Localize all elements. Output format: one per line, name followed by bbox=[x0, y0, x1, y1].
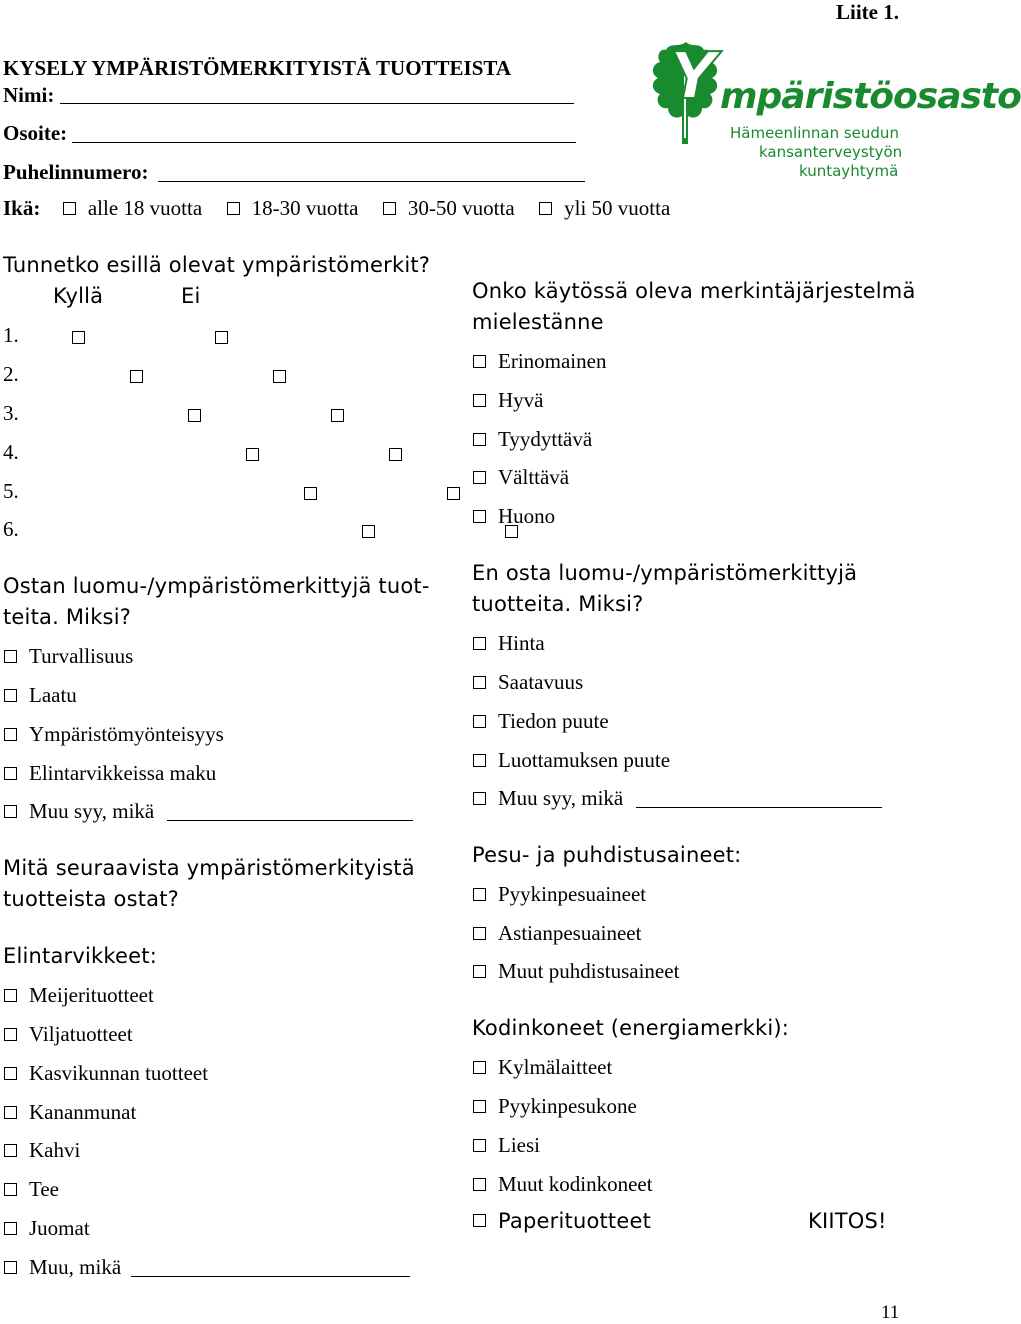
not-buy-why-checkbox[interactable] bbox=[473, 676, 486, 689]
food-checkbox[interactable] bbox=[4, 1106, 17, 1119]
recognize-number: 3. bbox=[3, 401, 19, 425]
paper-products-checkbox[interactable] bbox=[473, 1214, 486, 1227]
detergents-checkbox[interactable] bbox=[473, 927, 486, 940]
rating-option-label: Hyvä bbox=[498, 388, 544, 412]
not-buy-why-question-line-2: tuotteita. Miksi? bbox=[472, 592, 644, 616]
recognize-row-6 bbox=[3, 517, 19, 542]
detergents-heading: Pesu- ja puhdistusaineet: bbox=[472, 843, 742, 867]
detergents-option-other[interactable] bbox=[473, 959, 679, 984]
buy-why-label: Laatu bbox=[29, 683, 77, 707]
food-checkbox[interactable] bbox=[4, 1028, 17, 1041]
food-label: Juomat bbox=[29, 1216, 90, 1240]
buy-why-checkbox[interactable] bbox=[4, 767, 17, 780]
rating-option-passable[interactable] bbox=[473, 465, 569, 490]
food-checkbox[interactable] bbox=[4, 989, 17, 1002]
detergents-checkbox[interactable] bbox=[473, 965, 486, 978]
recognize-no-checkbox-4[interactable] bbox=[389, 448, 402, 461]
rating-option-satisfactory[interactable] bbox=[473, 427, 592, 452]
recognize-yes-checkbox-5[interactable] bbox=[304, 487, 317, 500]
recognize-no-checkbox-5[interactable] bbox=[447, 487, 460, 500]
food-option-coffee[interactable] bbox=[4, 1138, 80, 1163]
not-buy-why-option-price[interactable] bbox=[473, 631, 545, 656]
appliances-checkbox[interactable] bbox=[473, 1178, 486, 1191]
food-checkbox[interactable] bbox=[4, 1261, 17, 1274]
page-title: KYSELY YMPÄRISTÖMERKITYISTÄ TUOTTEISTA bbox=[3, 56, 512, 80]
rating-checkbox[interactable] bbox=[473, 394, 486, 407]
recognize-no-checkbox-2[interactable] bbox=[273, 370, 286, 383]
recognize-no-checkbox-3[interactable] bbox=[331, 409, 344, 422]
age-option-18-30: 18-30 vuotta bbox=[251, 196, 359, 220]
not-buy-why-label: Tiedon puute bbox=[498, 709, 609, 733]
age-row bbox=[3, 196, 670, 221]
logo-line-2: kansanterveystyön bbox=[759, 143, 903, 161]
rating-checkbox[interactable] bbox=[473, 471, 486, 484]
paper-products-option[interactable] bbox=[473, 1209, 651, 1233]
appliances-label: Kylmälaitteet bbox=[498, 1055, 613, 1079]
age-label: Ikä: bbox=[3, 196, 41, 220]
detergents-option-dishwashing[interactable] bbox=[473, 921, 641, 946]
recognize-yes-checkbox-6[interactable] bbox=[362, 525, 375, 538]
address-field[interactable] bbox=[72, 142, 576, 143]
appliances-option-other[interactable] bbox=[473, 1172, 653, 1197]
phone-field[interactable] bbox=[158, 181, 585, 182]
logo-word: mpäristöosasto bbox=[720, 76, 1021, 117]
appliances-checkbox[interactable] bbox=[473, 1139, 486, 1152]
rating-option-label: Välttävä bbox=[498, 465, 570, 489]
name-field[interactable] bbox=[60, 103, 574, 104]
recognize-yes-checkbox-1[interactable] bbox=[72, 331, 85, 344]
food-label: Kahvi bbox=[29, 1138, 81, 1162]
recognize-yes-header: Kyllä bbox=[53, 284, 104, 308]
age-option-30-50: 30-50 vuotta bbox=[407, 196, 515, 220]
not-buy-why-other-field[interactable] bbox=[636, 807, 882, 808]
not-buy-why-label: Hinta bbox=[498, 631, 545, 655]
paper-products-label: Paperituotteet bbox=[498, 1209, 652, 1233]
food-heading: Elintarvikkeet: bbox=[3, 944, 157, 968]
not-buy-why-question-line-1: En osta luomu-/ympäristömerkittyjä bbox=[472, 561, 858, 585]
logo-letter: Y bbox=[670, 40, 717, 114]
appliances-label: Muut kodinkoneet bbox=[498, 1172, 653, 1196]
recognize-number: 6. bbox=[3, 517, 19, 541]
recognize-no-checkbox-1[interactable] bbox=[215, 331, 228, 344]
buy-why-checkbox[interactable] bbox=[4, 689, 17, 702]
food-label: Kasvikunnan tuotteet bbox=[29, 1061, 209, 1085]
appliances-label: Pyykinpesukone bbox=[498, 1094, 637, 1118]
recognize-number: 5. bbox=[3, 479, 19, 503]
not-buy-why-label: Muu syy, mikä bbox=[498, 786, 624, 810]
appliances-option-refrigeration[interactable] bbox=[473, 1055, 612, 1080]
food-checkbox[interactable] bbox=[4, 1183, 17, 1196]
food-option-dairy[interactable] bbox=[4, 983, 154, 1008]
not-buy-why-option-other[interactable] bbox=[473, 786, 623, 811]
page-number: 11 bbox=[881, 1302, 900, 1323]
rating-question-line-2: mielestänne bbox=[472, 310, 604, 334]
buy-why-option-environment[interactable] bbox=[4, 722, 224, 747]
not-buy-why-option-information[interactable] bbox=[473, 709, 609, 734]
appliances-option-stove[interactable] bbox=[473, 1133, 540, 1158]
address-label: Osoite: bbox=[3, 121, 68, 145]
rating-option-label: Huono bbox=[498, 504, 556, 528]
buy-why-question-line-1: Ostan luomu-/ympäristömerkittyjä tuot- bbox=[3, 574, 430, 598]
not-buy-why-label: Luottamuksen puute bbox=[498, 748, 671, 772]
age-option-over-50: yli 50 vuotta bbox=[564, 196, 671, 220]
logo-line-3: kuntayhtymä bbox=[799, 162, 899, 180]
recognize-question: Tunnetko esillä olevat ympäristömerkit? bbox=[3, 253, 431, 277]
buy-why-label: Turvallisuus bbox=[29, 644, 134, 668]
recognize-yes-checkbox-2[interactable] bbox=[130, 370, 143, 383]
appliances-label: Liesi bbox=[498, 1133, 540, 1157]
not-buy-why-option-availability[interactable] bbox=[473, 670, 583, 695]
name-label: Nimi: bbox=[3, 83, 55, 107]
age-checkbox-under-18[interactable] bbox=[63, 202, 76, 215]
rating-option-excellent[interactable] bbox=[473, 349, 606, 374]
food-other-field[interactable] bbox=[131, 1276, 410, 1277]
buy-why-other-field[interactable] bbox=[167, 820, 413, 821]
food-checkbox[interactable] bbox=[4, 1222, 17, 1235]
detergents-label: Astianpesuaineet bbox=[498, 921, 642, 945]
food-label: Meijerituotteet bbox=[29, 983, 154, 1007]
recognize-number: 4. bbox=[3, 440, 19, 464]
buy-why-checkbox[interactable] bbox=[4, 805, 17, 818]
recognize-number: 2. bbox=[3, 362, 19, 386]
rating-option-poor[interactable] bbox=[473, 504, 555, 529]
rating-option-label: Tyydyttävä bbox=[498, 427, 593, 451]
rating-checkbox[interactable] bbox=[473, 355, 486, 368]
food-option-tea[interactable] bbox=[4, 1177, 59, 1202]
buy-why-label: Elintarvikkeissa maku bbox=[29, 761, 217, 785]
food-option-vegetable[interactable] bbox=[4, 1061, 208, 1086]
food-label: Muu, mikä bbox=[29, 1255, 122, 1279]
recognize-row-1 bbox=[3, 323, 19, 348]
appendix-label: Liite 1. bbox=[836, 0, 899, 24]
not-buy-why-option-trust[interactable] bbox=[473, 748, 670, 773]
detergents-checkbox[interactable] bbox=[473, 888, 486, 901]
buy-why-checkbox[interactable] bbox=[4, 650, 17, 663]
age-checkbox-30-50[interactable] bbox=[383, 202, 396, 215]
recognize-row-2 bbox=[3, 362, 19, 387]
which-products-line-2: tuotteista ostat? bbox=[3, 887, 180, 911]
rating-question-line-1: Onko käytössä oleva merkintäjärjestelmä bbox=[472, 279, 916, 303]
recognize-no-header: Ei bbox=[181, 284, 201, 308]
buy-why-checkbox[interactable] bbox=[4, 728, 17, 741]
appliances-heading: Kodinkoneet (energiamerkki): bbox=[472, 1016, 790, 1040]
detergents-label: Pyykinpesuaineet bbox=[498, 882, 647, 906]
age-checkbox-18-30[interactable] bbox=[227, 202, 240, 215]
buy-why-option-taste[interactable] bbox=[4, 761, 216, 786]
recognize-number: 1. bbox=[3, 323, 19, 347]
organization-logo bbox=[640, 36, 1021, 186]
not-buy-why-checkbox[interactable] bbox=[473, 715, 486, 728]
logo-line-1: Hämeenlinnan seudun bbox=[730, 124, 899, 142]
not-buy-why-checkbox[interactable] bbox=[473, 792, 486, 805]
food-label: Tee bbox=[29, 1177, 60, 1201]
food-option-drinks[interactable] bbox=[4, 1216, 90, 1241]
recognize-row-4 bbox=[3, 440, 19, 465]
food-option-other[interactable] bbox=[4, 1255, 121, 1280]
food-option-eggs[interactable] bbox=[4, 1100, 136, 1125]
buy-why-option-quality[interactable] bbox=[4, 683, 77, 708]
recognize-row-5 bbox=[3, 479, 19, 504]
buy-why-label: Ympäristömyönteisyys bbox=[29, 722, 224, 746]
not-buy-why-label: Saatavuus bbox=[498, 670, 584, 694]
recognize-yes-checkbox-3[interactable] bbox=[188, 409, 201, 422]
age-option-under-18: alle 18 vuotta bbox=[87, 196, 203, 220]
buy-why-option-other[interactable] bbox=[4, 799, 154, 824]
food-checkbox[interactable] bbox=[4, 1067, 17, 1080]
age-checkbox-over-50[interactable] bbox=[539, 202, 552, 215]
thanks-text: KIITOS! bbox=[808, 1209, 887, 1233]
appliances-option-washing-machine[interactable] bbox=[473, 1094, 637, 1119]
detergents-label: Muut puhdistusaineet bbox=[498, 959, 680, 983]
not-buy-why-checkbox[interactable] bbox=[473, 637, 486, 650]
recognize-yes-checkbox-4[interactable] bbox=[246, 448, 259, 461]
food-option-grain[interactable] bbox=[4, 1022, 133, 1047]
rating-option-good[interactable] bbox=[473, 388, 544, 413]
food-label: Kananmunat bbox=[29, 1100, 137, 1124]
appliances-checkbox[interactable] bbox=[473, 1100, 486, 1113]
appliances-checkbox[interactable] bbox=[473, 1061, 486, 1074]
rating-checkbox[interactable] bbox=[473, 433, 486, 446]
recognize-row-3 bbox=[3, 401, 19, 426]
buy-why-label: Muu syy, mikä bbox=[29, 799, 155, 823]
not-buy-why-checkbox[interactable] bbox=[473, 754, 486, 767]
rating-checkbox[interactable] bbox=[473, 510, 486, 523]
rating-option-label: Erinomainen bbox=[498, 349, 607, 373]
food-label: Viljatuotteet bbox=[29, 1022, 133, 1046]
which-products-line-1: Mitä seuraavista ympäristömerkityistä bbox=[3, 856, 415, 880]
detergents-option-laundry[interactable] bbox=[473, 882, 646, 907]
phone-label: Puhelinnumero: bbox=[3, 160, 149, 184]
buy-why-question-line-2: teita. Miksi? bbox=[3, 605, 132, 629]
buy-why-option-safety[interactable] bbox=[4, 644, 133, 669]
food-checkbox[interactable] bbox=[4, 1144, 17, 1157]
